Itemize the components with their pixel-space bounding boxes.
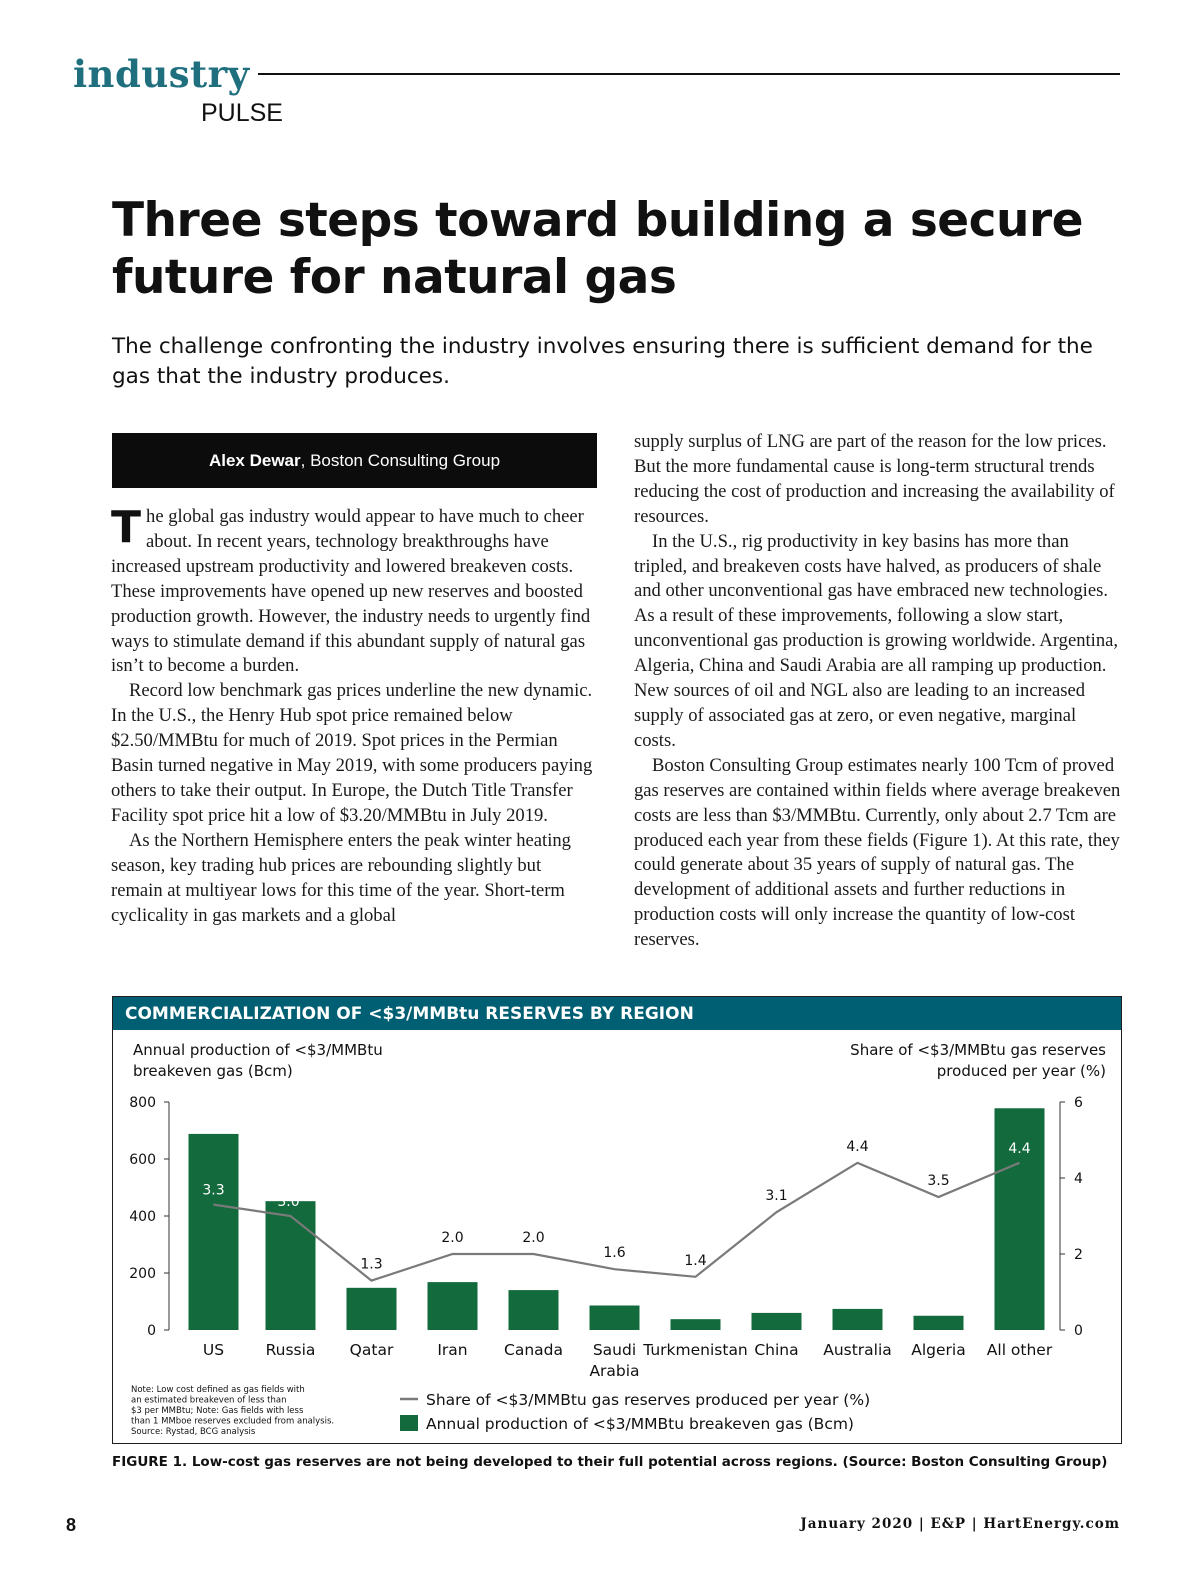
left-axis-title: Annual production of <$3/MMBtu <box>133 1041 383 1059</box>
left-axis-title: breakeven gas (Bcm) <box>133 1062 293 1080</box>
data-label: 4.4 <box>846 1138 869 1155</box>
bar <box>266 1201 316 1330</box>
category-label: All other <box>986 1341 1053 1359</box>
section-name: industry <box>73 52 250 96</box>
data-label: 1.6 <box>603 1245 626 1262</box>
figure-caption: FIGURE 1. Low-cost gas reserves are not being developed to their full potential across regions. (Source: Boston Consulting Group) <box>112 1454 1108 1470</box>
data-label: 3.5 <box>927 1173 950 1189</box>
page-number: 8 <box>66 1515 77 1535</box>
bar <box>347 1288 397 1330</box>
category-label: Qatar <box>349 1341 394 1359</box>
right-axis-title: produced per year (%) <box>936 1062 1106 1080</box>
article-deck: The challenge confronting the industry involves ensuring there is sufficient demand for the gas that the industry produces. <box>112 334 1093 389</box>
left-tick-label: 600 <box>129 1152 156 1168</box>
figure-note: Note: Low cost defined as gas fields with <box>131 1385 305 1395</box>
bar <box>914 1316 964 1330</box>
bar <box>833 1309 883 1330</box>
category-label: Turkmenistan <box>643 1341 748 1359</box>
bar <box>428 1282 478 1330</box>
figure-note: $3 per MMBtu; Note: Gas fields with less <box>131 1406 304 1416</box>
right-tick-label: 4 <box>1074 1171 1083 1187</box>
author-name: Alex Dewar <box>208 450 301 470</box>
left-tick-label: 400 <box>129 1209 156 1225</box>
data-label: 1.3 <box>360 1256 383 1273</box>
byline <box>112 433 597 488</box>
author-affiliation: , Boston Consulting Group <box>300 450 501 470</box>
article-headline: Three steps toward building a secure future for natural gas <box>112 193 1084 305</box>
article-column-right <box>634 430 1122 953</box>
right-tick-label: 6 <box>1074 1095 1083 1111</box>
paragraph: In the U.S., rig productivity in key basins has more than tripled, and breakeven costs have halved, as producers of shale and other unconventional gas have embraced new technologies. As a result of these improvements, following a slow start, unconventional gas production is growing worldwide. Argentina, Algeria, China and Saudi Arabia are all ramping up production. New sources of oil and NGL also are leading to an increased supply of associated gas at zero, or even negative, marginal costs. <box>634 530 1119 751</box>
section-subtitle: PULSE <box>201 99 283 127</box>
right-axis-title: Share of <$3/MMBtu gas reserves <box>850 1041 1106 1059</box>
bar <box>509 1290 559 1330</box>
paragraph: supply surplus of LNG are part of the reason for the low prices. But the more fundamental cause is long-term structural trends reducing the cost of production and increasing the availability of resources. <box>634 431 1115 527</box>
category-label: Russia <box>265 1341 316 1359</box>
category-label: China <box>754 1341 799 1359</box>
category-label: Australia <box>823 1341 892 1359</box>
figure-note: than 1 MMboe reserves excluded from analysis. <box>131 1416 335 1427</box>
bar <box>671 1319 721 1330</box>
category-label: Canada <box>504 1341 563 1359</box>
figure-note: an estimated breakeven of less than <box>131 1395 287 1406</box>
article-column-left <box>111 502 597 928</box>
data-label: 2.0 <box>441 1230 464 1246</box>
bar <box>590 1305 640 1330</box>
dropcap: T <box>111 502 142 553</box>
section-rule <box>258 73 1120 75</box>
left-tick-label: 0 <box>147 1323 156 1339</box>
data-label: 4.4 <box>1008 1140 1031 1157</box>
category-label: Algeria <box>911 1341 966 1359</box>
paragraph: As the Northern Hemisphere enters the peak winter heating season, key trading hub prices are rebounding slightly but remain at multiyear lows for this time of the year. Short-term cyclicality in gas markets and a global <box>111 829 571 926</box>
bar <box>189 1134 239 1330</box>
data-label: 3.0 <box>277 1194 300 1210</box>
legend-label: Annual production of <$3/MMBtu breakeven gas (Bcm) <box>426 1415 854 1433</box>
legend-bar-swatch <box>400 1415 418 1431</box>
category-label: Arabia <box>589 1362 640 1380</box>
paragraph: Record low benchmark gas prices underline the new dynamic. In the U.S., the Henry Hub spot price remained below $2.50/MMBtu for much of 2019. Spot prices in the Permian Basin turned negative in May 2019, with some producers paying others to take their output. In Europe, the Dutch Title Transfer Facility spot price hit a low of $3.20/MMBtu in July 2019. <box>111 680 593 826</box>
legend-label: Share of <$3/MMBtu gas reserves produced per year (%) <box>426 1391 871 1409</box>
category-label: US <box>202 1341 225 1359</box>
share-line <box>214 1163 1020 1281</box>
data-label: 2.0 <box>522 1230 545 1246</box>
right-tick-label: 2 <box>1074 1247 1083 1263</box>
paragraph: he global gas industry would appear to have much to cheer about. In recent years, technology breakthroughs have increased upstream productivity and lowered breakeven costs. These improvements have opened up new reserves and boosted production growth. However, the industry needs to urgently find ways to stimulate demand if this abundant supply of natural gas isn’t to become a burden. <box>111 506 591 677</box>
right-tick-label: 0 <box>1074 1323 1083 1339</box>
publication-footer: January 2020 | E&P | HartEnergy.com <box>800 1516 1120 1532</box>
data-label: 3.1 <box>765 1188 788 1205</box>
figure-header: COMMERCIALIZATION OF <$3/MMBtu RESERVES BY REGION <box>113 997 1121 1030</box>
bar <box>752 1313 802 1330</box>
chart <box>113 997 1121 1443</box>
figure-note: Source: Rystad, BCG analysis <box>131 1427 256 1437</box>
data-label: 3.3 <box>202 1182 225 1199</box>
figure-box <box>112 996 1122 1444</box>
paragraph: Boston Consulting Group estimates nearly 100 Tcm of proved gas reserves are contained within fields where average breakeven costs are less than $3/MMBtu. Currently, only about 2.7 Tcm are produced each year from these fields (Figure 1). At this rate, they could generate about 35 years of supply of natural gas. The development of additional assets and further reductions in production costs will only increase the quantity of low-cost reserves. <box>634 754 1121 951</box>
left-tick-label: 800 <box>129 1095 156 1111</box>
category-label: Iran <box>437 1341 468 1359</box>
category-label: Saudi <box>592 1341 637 1359</box>
left-tick-label: 200 <box>129 1266 156 1282</box>
data-label: 1.4 <box>684 1252 707 1269</box>
